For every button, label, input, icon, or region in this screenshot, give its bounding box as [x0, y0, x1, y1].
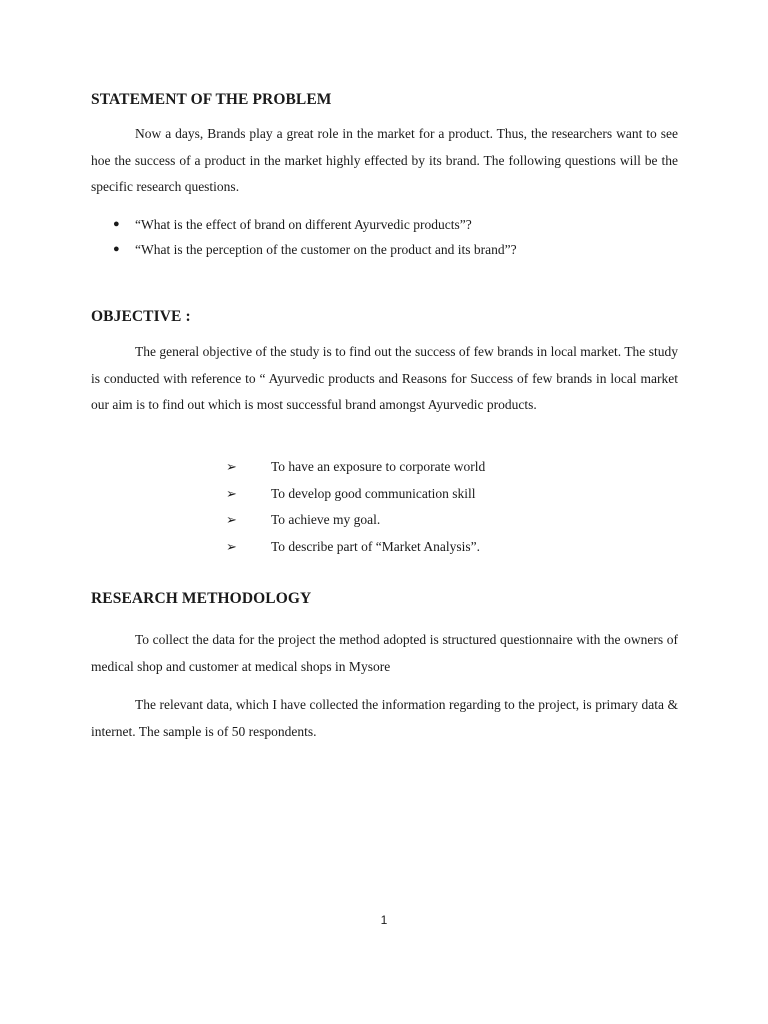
arrow-bullet-icon: ➢ — [226, 512, 237, 527]
problem-question-list — [91, 212, 517, 262]
methodology-paragraph-2 — [91, 692, 678, 745]
question-text: “What is the perception of the customer on the product and its brand”? — [135, 242, 517, 257]
arrow-bullet-icon: ➢ — [226, 459, 237, 474]
section-heading-methodology: RESEARCH METHODOLOGY — [91, 590, 312, 607]
list-item — [226, 507, 485, 534]
methodology-paragraph-1-text: To collect the data for the project the method adopted is structured questionnaire with the owners of medical shop and customer at medical shops in Mysore — [91, 632, 678, 674]
problem-paragraph-text: Now a days, Brands play a great role in the market for a product. Thus, the researchers want to see hoe the success of a product in the market highly effected by its brand. The following questions will be the specific research questions. — [91, 126, 678, 194]
list-item — [226, 481, 485, 508]
objective-point-text: To have an exposure to corporate world — [271, 459, 486, 474]
list-item — [91, 237, 517, 262]
bullet-icon: ● — [113, 243, 120, 255]
objective-paragraph-text: The general objective of the study is to find out the success of few brands in local market. The study is conducted with reference to “ Ayurvedic products and Reasons for Success of few brands in local market our aim is to find out which is most successful brand amongst Ayurvedic products. — [91, 344, 678, 412]
objective-point-text: To achieve my goal. — [271, 512, 381, 527]
objective-point-list — [226, 454, 485, 560]
question-text: “What is the effect of brand on different Ayurvedic products”? — [135, 217, 472, 232]
list-item — [226, 534, 485, 561]
section-heading-problem: STATEMENT OF THE PROBLEM — [91, 91, 332, 108]
problem-paragraph — [91, 121, 678, 201]
bullet-icon: ● — [113, 218, 120, 230]
list-item — [91, 212, 517, 237]
objective-point-text: To develop good communication skill — [271, 485, 476, 501]
objective-paragraph — [91, 339, 678, 419]
methodology-paragraph-2-text: The relevant data, which I have collected the information regarding to the project, is primary data & internet. The sample is of 50 respondents. — [91, 697, 678, 739]
objective-point-text: To describe part of “Market Analysis”. — [271, 538, 480, 554]
section-heading-objective: OBJECTIVE : — [91, 308, 191, 325]
page-number: 1 — [380, 913, 388, 927]
arrow-bullet-icon: ➢ — [226, 485, 237, 501]
methodology-paragraph-1 — [91, 627, 678, 680]
list-item — [226, 454, 485, 481]
arrow-bullet-icon: ➢ — [226, 538, 237, 554]
